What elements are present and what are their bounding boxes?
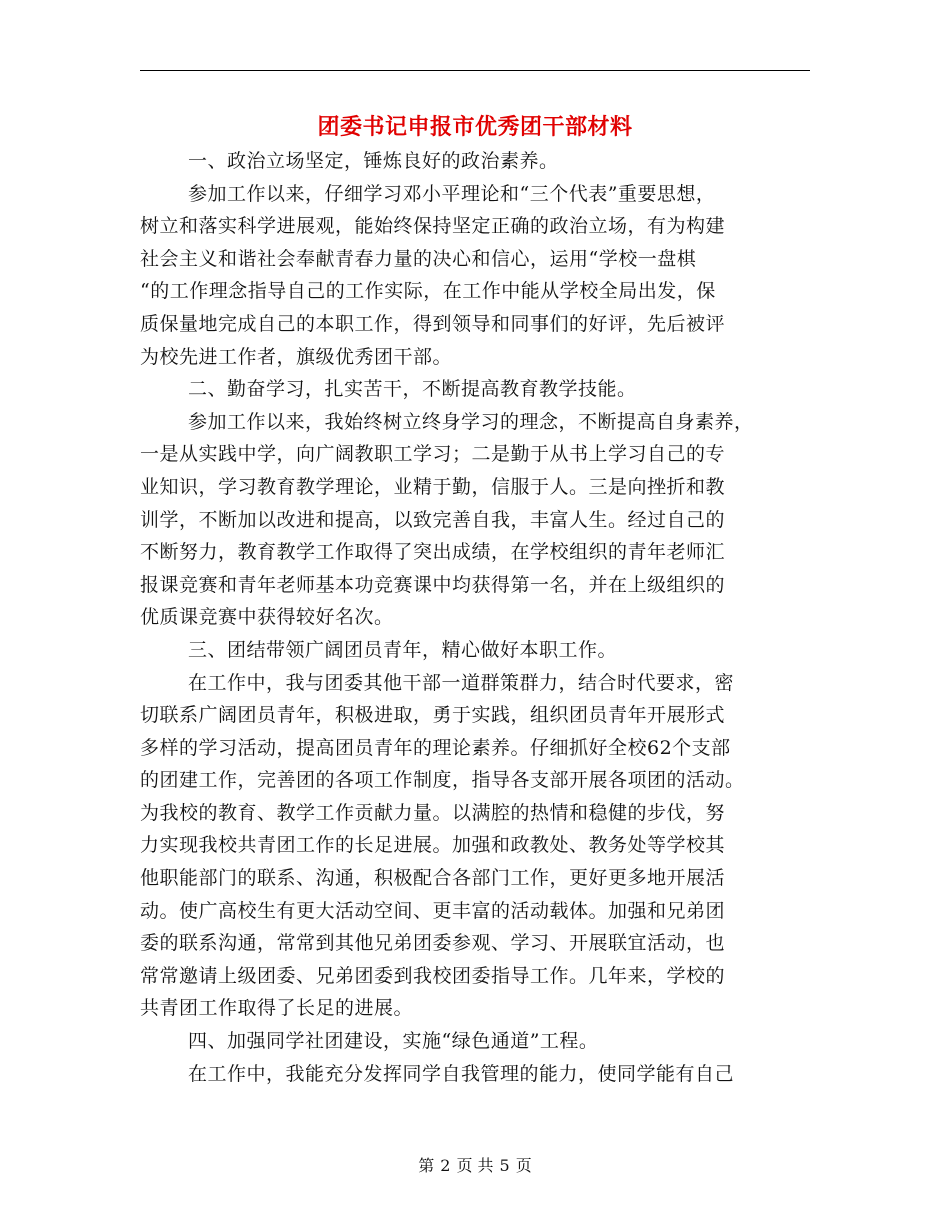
document-title: 团委书记申报市优秀团干部材料	[317, 114, 633, 140]
text-line: 常常邀请上级团委、兄弟团委到我校团委指导工作。几年来，学校的	[140, 964, 726, 987]
footer-middle: 页 共	[456, 1156, 494, 1175]
text-line: 训学，不断加以改进和提高，以致完善自我，丰富人生。经过自己的	[140, 508, 726, 531]
document-body	[140, 145, 810, 1090]
footer-suffix: 页	[515, 1156, 532, 1175]
text-line: 质保量地完成自己的本职工作，得到领导和同事们的好评，先后被评	[140, 312, 726, 335]
text-line: 切联系广阔团员青年，积极进取，勇于实践，组织团员青年开展形式	[140, 704, 726, 727]
footer-current-page: 2	[440, 1156, 451, 1175]
text-line: 动。使广高校生有更大活动空间、更丰富的活动载体。加强和兄弟团	[140, 899, 726, 922]
text-line: 在工作中，我能充分发挥同学自我管理的能力，使同学能有自己	[188, 1062, 735, 1085]
text-line: 参加工作以来，我始终树立终身学习的理念，不断提高自身素养，	[188, 410, 754, 433]
text-line: 参加工作以来，仔细学习邓小平理论和“三个代表”重要思想，	[188, 182, 716, 205]
text-line: 共青团工作取得了长足的进展。	[140, 997, 414, 1020]
text-line: 他职能部门的联系、沟通，积极配合各部门工作，更好更多地开展活	[140, 867, 726, 890]
text-line: 为我校的教育、教学工作贡献力量。以满腔的热情和稳健的步伐，努	[140, 801, 726, 824]
text-line: 树立和落实科学进展观，能始终保持坚定正确的政治立场，有为构建	[140, 215, 726, 238]
text-line: 力实现我校共青团工作的长足进展。加强和政教处、教务处等学校其	[140, 834, 726, 857]
footer-prefix: 第	[418, 1156, 435, 1175]
page-footer	[0, 1153, 950, 1176]
text-line: 一是从实践中学，向广阔教职工学习；二是勤于从书上学习自己的专	[140, 443, 726, 466]
text-line: 在工作中，我与团委其他干部一道群策群力，结合时代要求，密	[188, 671, 735, 694]
header-rule	[140, 70, 810, 71]
text-line: 委的联系沟通，常常到其他兄弟团委参观、学习、开展联宜活动，也	[140, 932, 726, 955]
text-line: 报课竞赛和青年老师基本功竞赛课中均获得第一名，并在上级组织的	[140, 573, 726, 596]
text-line: 为校先进工作者，旗级优秀团干部。	[140, 345, 453, 368]
text-line: 三、团结带领广阔团员青年，精心做好本职工作。	[188, 638, 618, 661]
text-line: 不断努力，教育教学工作取得了突出成绩，在学校组织的青年老师汇	[140, 541, 726, 564]
text-line: 多样的学习活动，提高团员青年的理论素养。仔细抓好全校62个支部	[140, 736, 731, 759]
text-line: 一、政治立场坚定，锤炼良好的政治素养。	[188, 150, 559, 172]
text-line: 二、勤奋学习，扎实苦干，不断提高教育教学技能。	[188, 378, 637, 401]
text-line: 社会主义和谐社会奉献青春力量的决心和信心，运用“学校一盘棋	[140, 247, 697, 270]
text-line: 四、加强同学社团建设，实施“绿色通道”工程。	[188, 1030, 599, 1053]
text-line: 的团建工作，完善团的各项工作制度，指导各支部开展各项团的活动。	[140, 769, 745, 792]
text-line: 优质课竞赛中获得较好名次。	[140, 606, 394, 629]
text-line: “的工作理念指导自己的工作实际，在工作中能从学校全局出发，保	[140, 280, 716, 303]
footer-total-pages: 5	[499, 1156, 510, 1175]
text-line: 业知识，学习教育教学理论，业精于勤，信服于人。三是向挫折和教	[140, 475, 726, 498]
